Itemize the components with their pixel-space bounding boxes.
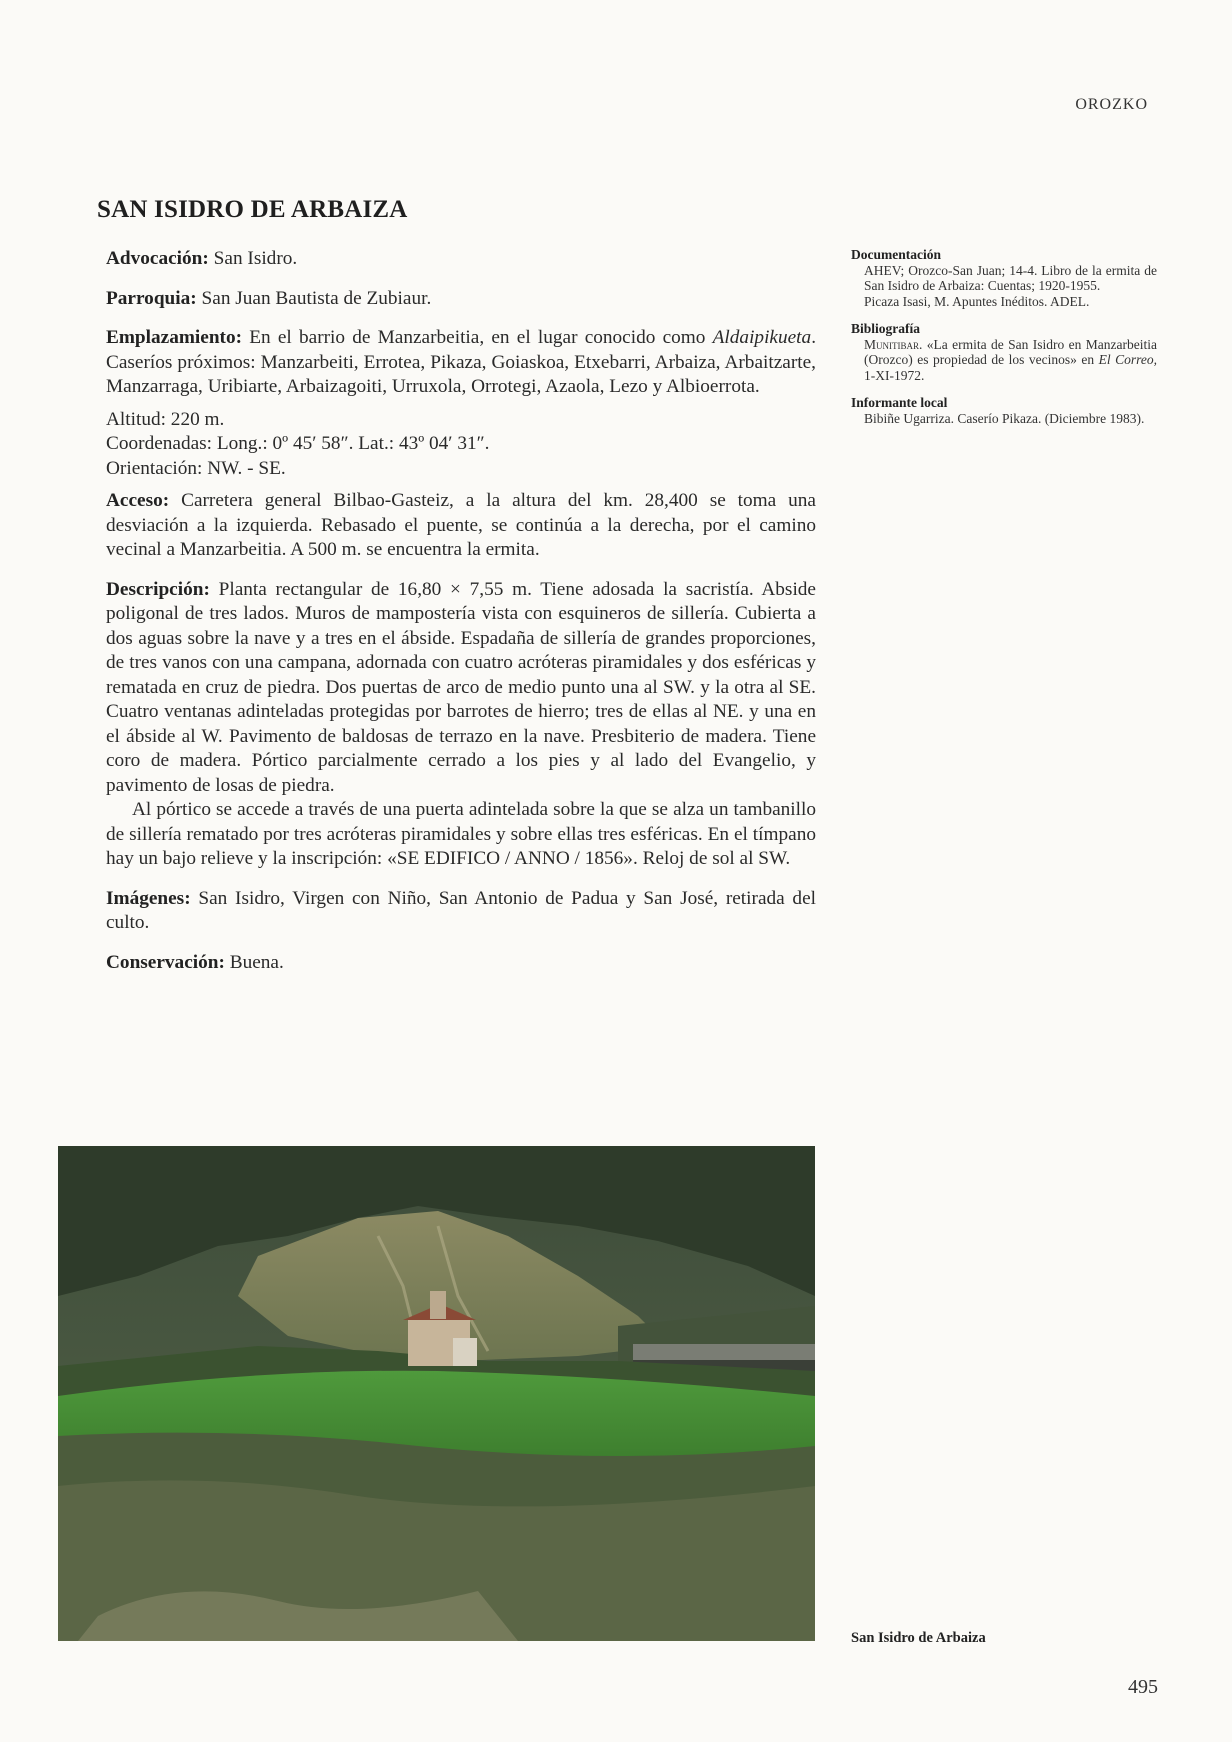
parroquia-value: San Juan Bautista de Zubiaur. bbox=[201, 287, 432, 309]
acceso-label: Acceso: bbox=[106, 490, 170, 511]
bibliografia-heading: Bibliografía bbox=[851, 321, 921, 336]
imagenes-value: San Isidro, Virgen con Niño, San Antonio de Padua y San José, retirada del culto. bbox=[106, 887, 816, 933]
bibliografia-text-a: «La ermita de San Isidro en Manzarbeitia (Orozco) es propiedad de los vecinos» en bbox=[864, 336, 1157, 367]
conservacion-paragraph bbox=[106, 951, 816, 976]
advocacion-label: Advocación: bbox=[106, 248, 209, 269]
landscape-illustration bbox=[58, 1146, 815, 1641]
bibliografia-author: Munitibar. bbox=[864, 336, 923, 352]
descripcion-label: Descripción: bbox=[106, 578, 210, 600]
emplazamiento-text-a: En el barrio de Manzarbeitia, en el lugar conocido como bbox=[249, 327, 706, 348]
parroquia-label: Parroquia: bbox=[106, 287, 197, 309]
documentacion-line-2: Picaza Isasi, M. Apuntes Inéditos. ADEL. bbox=[864, 293, 1090, 309]
documentacion-heading: Documentación bbox=[851, 247, 941, 262]
coordenadas: Coordenadas: Long.: 0º 45′ 58″. Lat.: 43º 04′ 31″. bbox=[106, 433, 490, 454]
advocacion-paragraph bbox=[106, 247, 816, 272]
bibliografia-section bbox=[851, 321, 1157, 383]
descripcion-value: Planta rectangular de 16,80 × 7,55 m. Tiene adosada la sacristía. Abside poligonal de tres lados. Muros de mampostería vista con esquineros de sillería. Cubierta a dos aguas sobre la nave y a tres en el ábside. Espadaña de sillería de grandes proporciones, de tres vanos con una campana, adornada con cuatro acróteras piramidales y dos esféricas y rematada en cruz de piedra. Dos puertas de arco de medio punto una al SW. y la otra al SE. Cuatro ventanas adinteladas protegidas por barrotes de hierro; tres de ellas al NE. y una en el ábside al W. Pavimento de baldosas de terrazo en la nave. Presbiterio de madera. Tiene coro de madera. Pórtico parcialmente cerrado a los pies y al lado del Evangelio, y pavimento de losas de piedra. bbox=[106, 578, 816, 796]
bibliografia-text-b: 1-XI-1972. bbox=[864, 367, 925, 383]
sidebar-notes bbox=[851, 247, 1157, 438]
page-title: SAN ISIDRO DE ARBAIZA bbox=[97, 196, 408, 223]
emplazamiento-paragraph bbox=[106, 326, 816, 400]
page-number: 495 bbox=[1128, 1676, 1158, 1698]
documentacion-section bbox=[851, 247, 1157, 309]
farmhouse-wall bbox=[453, 1338, 477, 1366]
bibliografia-entry bbox=[851, 337, 1157, 384]
documentacion-line-1: AHEV; Orozco-San Juan; 14-4. Libro de la ermita de San Isidro de Arbaiza: Cuentas; 1920-1955. bbox=[864, 262, 1157, 293]
parroquia-paragraph bbox=[106, 287, 816, 312]
main-text bbox=[106, 247, 816, 975]
orientacion: Orientación: NW. - SE. bbox=[106, 457, 286, 479]
advocacion-value: San Isidro. bbox=[213, 248, 298, 269]
hermitage-photo bbox=[58, 1146, 815, 1641]
conservacion-label: Conservación: bbox=[106, 951, 225, 973]
viaduct bbox=[633, 1344, 815, 1362]
bibliografia-journal: El Correo, bbox=[1098, 352, 1158, 367]
acceso-paragraph bbox=[106, 489, 816, 563]
acceso-value: Carretera general Bilbao-Gasteiz, a la altura del km. 28,400 se toma una desviación a la izquierda. Rebasado el puente, se continúa a la derecha, por el camino vecinal a Manzarbeitia. A 500 m. se encuentra la ermita. bbox=[106, 490, 816, 560]
running-head: OROZKO bbox=[1075, 96, 1148, 113]
photo-caption: San Isidro de Arbaiza bbox=[851, 1630, 986, 1646]
altitud: Altitud: 220 m. bbox=[106, 408, 225, 430]
informante-text: Bibiñe Ugarriza. Caserío Pikaza. (Diciembre 1983). bbox=[864, 410, 1145, 426]
conservacion-value: Buena. bbox=[229, 951, 284, 973]
imagenes-paragraph bbox=[106, 887, 816, 936]
informante-heading: Informante local bbox=[851, 395, 948, 410]
imagenes-label: Imágenes: bbox=[106, 887, 191, 909]
emplazamiento-place: Aldaipikueta bbox=[712, 327, 812, 348]
bell-gable bbox=[430, 1291, 446, 1319]
descripcion-paragraph bbox=[106, 578, 816, 799]
emplazamiento-label: Emplazamiento: bbox=[106, 327, 243, 348]
informante-section bbox=[851, 395, 1157, 426]
emplazamiento-text-b: . Caseríos próximos: Manzarbeiti, Errotea, Pikaza, Goiaskoa, Etxebarri, Arbaiza, Arbaitzarte, Manzarraga, Uribiarte, Arbaizagoiti, Urruxola, Orrotegi, Azaola, Lezo y Albioerrota. bbox=[106, 327, 817, 397]
descripcion-paragraph-2: Al pórtico se accede a través de una puerta adintelada sobre la que se alza un tambanillo de sillería rematado por tres acróteras piramidales y sobre ellas tres esféricas. En el tímpano hay un bajo relieve y la inscripción: «SE EDIFICO / ANNO / 1856». Reloj de sol al SW. bbox=[106, 799, 816, 869]
